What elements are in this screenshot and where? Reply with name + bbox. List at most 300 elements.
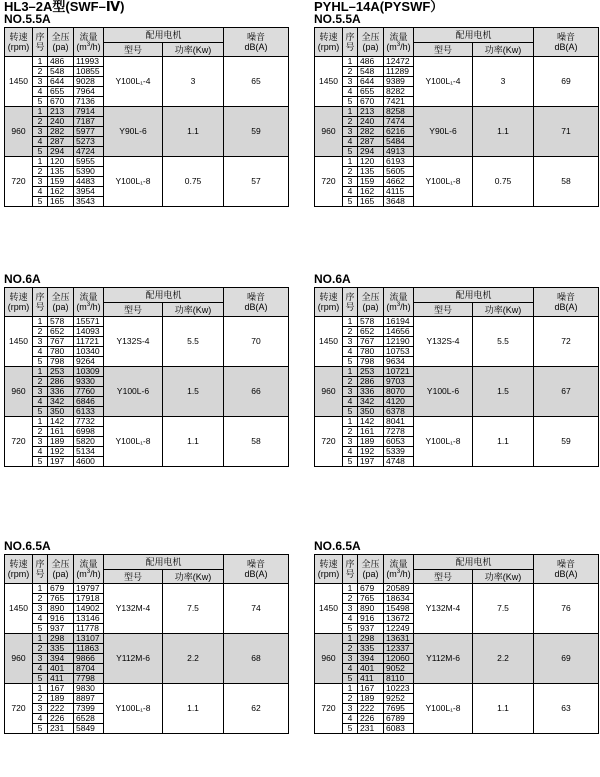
motor-power-cell: 1.1 bbox=[473, 417, 534, 467]
flow-cell: 9052 bbox=[384, 664, 414, 674]
pressure-cell: 670 bbox=[48, 97, 74, 107]
noise-cell: 69 bbox=[534, 57, 599, 107]
number-cell: 3 bbox=[343, 604, 358, 614]
fan-spec-panel-hl3-no6a bbox=[4, 273, 288, 467]
number-cell: 4 bbox=[33, 187, 48, 197]
flow-cell: 9330 bbox=[74, 377, 104, 387]
flow-header-label: 流量 bbox=[79, 32, 98, 42]
flow-unit-suffix: /h) bbox=[90, 302, 101, 312]
pressure-cell: 240 bbox=[358, 117, 384, 127]
motor-model-cell: Y100L₁-8 bbox=[104, 417, 163, 467]
number-cell: 1 bbox=[33, 107, 48, 117]
pressure-cell: 142 bbox=[358, 417, 384, 427]
speed-header-unit: (rpm) bbox=[7, 302, 30, 312]
flow-cell: 11721 bbox=[74, 337, 104, 347]
motor-power-cell: 1.1 bbox=[163, 107, 224, 157]
pressure-cell: 294 bbox=[358, 147, 384, 157]
flow-unit-exponent: 3 bbox=[396, 42, 401, 48]
pressure-cell: 342 bbox=[48, 397, 74, 407]
flow-cell: 8282 bbox=[384, 87, 414, 97]
number-header-bottom: 号 bbox=[345, 302, 355, 312]
flow-header-label: 流量 bbox=[389, 292, 408, 302]
noise-header-label: 噪音 bbox=[557, 292, 576, 302]
number-cell: 4 bbox=[33, 714, 48, 724]
number-cell: 2 bbox=[343, 117, 358, 127]
pressure-header-unit: (pa) bbox=[362, 42, 379, 52]
header-row bbox=[315, 28, 599, 43]
flow-unit-prefix: (m bbox=[76, 42, 87, 52]
number-cell: 4 bbox=[33, 397, 48, 407]
pressure-cell: 394 bbox=[48, 654, 74, 664]
flow-cell: 8704 bbox=[74, 664, 104, 674]
pressure-header bbox=[48, 555, 74, 584]
speed-cell: 960 bbox=[315, 634, 343, 684]
flow-cell: 6378 bbox=[384, 407, 414, 417]
pressure-header bbox=[358, 555, 384, 584]
flow-header-unit bbox=[384, 569, 413, 579]
motor-group-header-label: 配用电机 bbox=[145, 557, 182, 567]
flow-unit-suffix: /h) bbox=[90, 42, 101, 52]
header-row bbox=[5, 28, 289, 43]
number-cell: 5 bbox=[343, 147, 358, 157]
pressure-cell: 226 bbox=[48, 714, 74, 724]
number-cell: 2 bbox=[343, 594, 358, 604]
pressure-cell: 197 bbox=[358, 457, 384, 467]
speed-header-unit: (rpm) bbox=[317, 302, 340, 312]
motor-model-cell: Y112M-6 bbox=[104, 634, 163, 684]
noise-cell: 67 bbox=[534, 367, 599, 417]
number-cell: 2 bbox=[33, 117, 48, 127]
number-cell: 1 bbox=[33, 417, 48, 427]
number-cell: 4 bbox=[343, 664, 358, 674]
speed-cell: 1450 bbox=[315, 57, 343, 107]
table-row bbox=[5, 684, 289, 694]
noise-header-label: 噪音 bbox=[247, 292, 266, 302]
flow-cell: 10753 bbox=[384, 347, 414, 357]
pressure-header-label: 全压 bbox=[51, 559, 70, 569]
noise-header-unit: dB(A) bbox=[244, 42, 268, 52]
speed-cell: 720 bbox=[315, 684, 343, 734]
fan-spec-panel-pyhl-no5-5a bbox=[314, 0, 598, 207]
flow-cell: 7760 bbox=[74, 387, 104, 397]
flow-cell: 5955 bbox=[74, 157, 104, 167]
number-cell: 5 bbox=[33, 457, 48, 467]
noise-cell: 70 bbox=[224, 317, 289, 367]
flow-cell: 6789 bbox=[384, 714, 414, 724]
motor-group-header-label: 配用电机 bbox=[455, 30, 492, 40]
number-header-top: 序 bbox=[35, 32, 45, 42]
motor-model-header bbox=[414, 570, 473, 584]
pressure-cell: 120 bbox=[358, 157, 384, 167]
motor-model-cell: Y100L₁-8 bbox=[104, 684, 163, 734]
number-header-bottom: 号 bbox=[35, 42, 45, 52]
motor-model-header-label: 型号 bbox=[123, 571, 142, 582]
pressure-header-unit: (pa) bbox=[52, 569, 69, 579]
fan-spec-panel-hl3-no6-5a bbox=[4, 540, 288, 734]
flow-cell: 8258 bbox=[384, 107, 414, 117]
flow-cell: 18634 bbox=[384, 594, 414, 604]
flow-cell: 6846 bbox=[74, 397, 104, 407]
pressure-cell: 189 bbox=[48, 437, 74, 447]
flow-header bbox=[74, 288, 104, 317]
pressure-cell: 240 bbox=[48, 117, 74, 127]
flow-header-unit bbox=[74, 302, 103, 312]
motor-power-cell: 0.75 bbox=[163, 157, 224, 207]
number-cell: 2 bbox=[33, 427, 48, 437]
flow-cell: 11778 bbox=[74, 624, 104, 634]
motor-group-header bbox=[414, 288, 534, 303]
motor-model-cell: Y100L-6 bbox=[104, 367, 163, 417]
flow-cell: 20589 bbox=[384, 584, 414, 594]
speed-header-label: 转速 bbox=[319, 292, 338, 302]
table-row bbox=[315, 57, 599, 67]
pressure-cell: 135 bbox=[48, 167, 74, 177]
flow-header bbox=[384, 288, 414, 317]
flow-cell: 10340 bbox=[74, 347, 104, 357]
noise-header bbox=[224, 28, 289, 57]
number-header-bottom: 号 bbox=[35, 302, 45, 312]
number-cell: 4 bbox=[343, 714, 358, 724]
noise-cell: 59 bbox=[534, 417, 599, 467]
number-cell: 5 bbox=[33, 147, 48, 157]
noise-header bbox=[224, 555, 289, 584]
number-cell: 4 bbox=[343, 137, 358, 147]
motor-model-header bbox=[414, 303, 473, 317]
motor-power-cell: 2.2 bbox=[163, 634, 224, 684]
number-header-top: 序 bbox=[345, 292, 355, 302]
number-cell: 3 bbox=[343, 77, 358, 87]
flow-cell: 5820 bbox=[74, 437, 104, 447]
pressure-cell: 937 bbox=[358, 624, 384, 634]
table-row bbox=[315, 317, 599, 327]
flow-cell: 3954 bbox=[74, 187, 104, 197]
number-cell: 4 bbox=[343, 447, 358, 457]
number-cell: 5 bbox=[33, 97, 48, 107]
number-cell: 5 bbox=[343, 457, 358, 467]
speed-header-unit: (rpm) bbox=[317, 42, 340, 52]
flow-unit-prefix: (m bbox=[76, 569, 87, 579]
pressure-header-label: 全压 bbox=[361, 292, 380, 302]
flow-unit-prefix: (m bbox=[386, 569, 397, 579]
flow-cell: 9703 bbox=[384, 377, 414, 387]
performance-table bbox=[4, 27, 289, 207]
speed-cell: 1450 bbox=[5, 584, 33, 634]
speed-cell: 1450 bbox=[5, 57, 33, 107]
number-cell: 5 bbox=[343, 197, 358, 207]
motor-power-header bbox=[163, 570, 224, 584]
speed-cell: 720 bbox=[5, 684, 33, 734]
number-cell: 4 bbox=[343, 397, 358, 407]
number-cell: 2 bbox=[33, 644, 48, 654]
number-cell: 1 bbox=[33, 317, 48, 327]
number-header-top: 序 bbox=[35, 559, 45, 569]
motor-model-cell: Y132S-4 bbox=[414, 317, 473, 367]
number-cell: 5 bbox=[33, 407, 48, 417]
model-number-title: NO.5.5A bbox=[4, 12, 51, 26]
number-header-bottom: 号 bbox=[35, 569, 45, 579]
table-row bbox=[5, 367, 289, 377]
speed-cell: 720 bbox=[315, 417, 343, 467]
motor-power-header-label: 功率(Kw) bbox=[484, 571, 522, 582]
pressure-cell: 644 bbox=[358, 77, 384, 87]
pressure-cell: 350 bbox=[48, 407, 74, 417]
number-header-bottom: 号 bbox=[345, 42, 355, 52]
speed-header-label: 转速 bbox=[319, 32, 338, 42]
pressure-cell: 780 bbox=[358, 347, 384, 357]
flow-unit-prefix: (m bbox=[76, 302, 87, 312]
number-cell: 2 bbox=[343, 327, 358, 337]
motor-power-cell: 1.1 bbox=[163, 417, 224, 467]
pressure-cell: 548 bbox=[358, 67, 384, 77]
motor-model-cell: Y112M-6 bbox=[414, 634, 473, 684]
table-row bbox=[5, 417, 289, 427]
performance-table bbox=[314, 554, 599, 734]
motor-model-cell: Y132S-4 bbox=[104, 317, 163, 367]
flow-header bbox=[384, 555, 414, 584]
table-row bbox=[315, 634, 599, 644]
noise-header-label: 噪音 bbox=[557, 559, 576, 569]
flow-cell: 6193 bbox=[384, 157, 414, 167]
motor-model-header-label: 型号 bbox=[123, 304, 142, 315]
motor-power-header bbox=[163, 43, 224, 57]
flow-cell: 17918 bbox=[74, 594, 104, 604]
pressure-cell: 401 bbox=[48, 664, 74, 674]
number-cell: 3 bbox=[33, 704, 48, 714]
flow-header-unit bbox=[384, 302, 413, 312]
header-row bbox=[5, 288, 289, 303]
pressure-cell: 890 bbox=[48, 604, 74, 614]
flow-cell: 13146 bbox=[74, 614, 104, 624]
number-cell: 1 bbox=[343, 367, 358, 377]
noise-cell: 76 bbox=[534, 584, 599, 634]
noise-cell: 59 bbox=[224, 107, 289, 157]
pressure-cell: 167 bbox=[358, 684, 384, 694]
flow-cell: 9830 bbox=[74, 684, 104, 694]
speed-cell: 720 bbox=[315, 157, 343, 207]
flow-unit-exponent: 3 bbox=[86, 42, 91, 48]
motor-group-header bbox=[414, 28, 534, 43]
flow-cell: 7732 bbox=[74, 417, 104, 427]
flow-unit-prefix: (m bbox=[386, 302, 397, 312]
flow-cell: 7421 bbox=[384, 97, 414, 107]
motor-group-header-label: 配用电机 bbox=[145, 290, 182, 300]
flow-cell: 9634 bbox=[384, 357, 414, 367]
speed-header bbox=[315, 28, 343, 57]
flow-cell: 9389 bbox=[384, 77, 414, 87]
number-cell: 3 bbox=[343, 387, 358, 397]
flow-unit-exponent: 3 bbox=[86, 302, 91, 308]
pressure-cell: 298 bbox=[48, 634, 74, 644]
flow-cell: 9866 bbox=[74, 654, 104, 664]
flow-unit-prefix: (m bbox=[386, 42, 397, 52]
flow-cell: 12190 bbox=[384, 337, 414, 347]
speed-cell: 1450 bbox=[315, 584, 343, 634]
pressure-cell: 336 bbox=[358, 387, 384, 397]
pressure-cell: 350 bbox=[358, 407, 384, 417]
motor-group-header-label: 配用电机 bbox=[145, 30, 182, 40]
motor-model-header bbox=[104, 303, 163, 317]
flow-cell: 15571 bbox=[74, 317, 104, 327]
fan-spec-panel-pyhl-no6-5a bbox=[314, 540, 598, 734]
motor-power-cell: 1.5 bbox=[473, 367, 534, 417]
number-cell: 1 bbox=[33, 634, 48, 644]
noise-header bbox=[534, 28, 599, 57]
flow-cell: 13631 bbox=[384, 634, 414, 644]
flow-cell: 9264 bbox=[74, 357, 104, 367]
flow-unit-suffix: /h) bbox=[90, 569, 101, 579]
motor-model-cell: Y132M-4 bbox=[414, 584, 473, 634]
flow-cell: 5273 bbox=[74, 137, 104, 147]
flow-unit-suffix: /h) bbox=[400, 569, 411, 579]
pressure-cell: 655 bbox=[48, 87, 74, 97]
motor-power-header bbox=[473, 570, 534, 584]
motor-model-cell: Y100L₁-8 bbox=[104, 157, 163, 207]
flow-cell: 9028 bbox=[74, 77, 104, 87]
flow-cell: 16194 bbox=[384, 317, 414, 327]
table-row bbox=[5, 584, 289, 594]
number-cell: 1 bbox=[343, 57, 358, 67]
pressure-cell: 780 bbox=[48, 347, 74, 357]
number-cell: 1 bbox=[343, 684, 358, 694]
motor-power-header bbox=[473, 303, 534, 317]
table-row bbox=[315, 157, 599, 167]
pressure-header-unit: (pa) bbox=[52, 42, 69, 52]
number-cell: 4 bbox=[33, 87, 48, 97]
noise-cell: 66 bbox=[224, 367, 289, 417]
series-title: PYHL–14A(PYSWF） bbox=[314, 0, 444, 14]
motor-model-cell: Y90L-6 bbox=[414, 107, 473, 157]
flow-header-unit bbox=[74, 42, 103, 52]
motor-model-cell: Y100L-6 bbox=[414, 367, 473, 417]
pressure-cell: 578 bbox=[358, 317, 384, 327]
pressure-cell: 401 bbox=[358, 664, 384, 674]
flow-cell: 5849 bbox=[74, 724, 104, 734]
pressure-cell: 253 bbox=[358, 367, 384, 377]
model-number-title: NO.5.5A bbox=[314, 12, 361, 26]
motor-model-header bbox=[104, 43, 163, 57]
noise-header-unit: dB(A) bbox=[554, 42, 578, 52]
model-number-title: NO.6.5A bbox=[4, 539, 51, 553]
pressure-cell: 655 bbox=[358, 87, 384, 97]
flow-cell: 4483 bbox=[74, 177, 104, 187]
number-header-top: 序 bbox=[345, 559, 355, 569]
pressure-cell: 798 bbox=[358, 357, 384, 367]
noise-cell: 71 bbox=[534, 107, 599, 157]
number-cell: 5 bbox=[343, 724, 358, 734]
motor-power-cell: 5.5 bbox=[473, 317, 534, 367]
number-cell: 3 bbox=[33, 337, 48, 347]
motor-model-header-label: 型号 bbox=[433, 44, 452, 55]
speed-header bbox=[5, 555, 33, 584]
motor-power-header bbox=[163, 303, 224, 317]
table-row bbox=[5, 107, 289, 117]
motor-model-cell: Y100L₁-4 bbox=[104, 57, 163, 107]
motor-power-cell: 5.5 bbox=[163, 317, 224, 367]
speed-header-unit: (rpm) bbox=[317, 569, 340, 579]
pressure-cell: 798 bbox=[48, 357, 74, 367]
flow-cell: 7798 bbox=[74, 674, 104, 684]
speed-header-unit: (rpm) bbox=[7, 569, 30, 579]
number-cell: 5 bbox=[343, 97, 358, 107]
flow-cell: 5484 bbox=[384, 137, 414, 147]
noise-cell: 58 bbox=[534, 157, 599, 207]
number-cell: 2 bbox=[33, 694, 48, 704]
motor-model-header-label: 型号 bbox=[433, 304, 452, 315]
pressure-cell: 282 bbox=[358, 127, 384, 137]
motor-group-header bbox=[104, 28, 224, 43]
pressure-header bbox=[358, 28, 384, 57]
flow-cell: 4748 bbox=[384, 457, 414, 467]
pressure-cell: 679 bbox=[48, 584, 74, 594]
flow-cell: 4115 bbox=[384, 187, 414, 197]
number-cell: 4 bbox=[33, 664, 48, 674]
motor-model-cell: Y90L-6 bbox=[104, 107, 163, 157]
pressure-cell: 578 bbox=[48, 317, 74, 327]
speed-cell: 960 bbox=[5, 107, 33, 157]
flow-cell: 11863 bbox=[74, 644, 104, 654]
motor-group-header bbox=[414, 555, 534, 570]
model-number-title: NO.6A bbox=[314, 272, 351, 286]
number-header bbox=[33, 28, 48, 57]
flow-cell: 4600 bbox=[74, 457, 104, 467]
number-cell: 2 bbox=[343, 694, 358, 704]
noise-cell: 62 bbox=[224, 684, 289, 734]
number-cell: 4 bbox=[33, 137, 48, 147]
number-cell: 2 bbox=[33, 594, 48, 604]
flow-cell: 7136 bbox=[74, 97, 104, 107]
pressure-cell: 336 bbox=[48, 387, 74, 397]
pressure-cell: 226 bbox=[358, 714, 384, 724]
pressure-cell: 162 bbox=[358, 187, 384, 197]
flow-cell: 8070 bbox=[384, 387, 414, 397]
flow-cell: 10721 bbox=[384, 367, 414, 377]
number-cell: 3 bbox=[343, 127, 358, 137]
model-number-title: NO.6A bbox=[4, 272, 41, 286]
pressure-cell: 765 bbox=[48, 594, 74, 604]
flow-cell: 7399 bbox=[74, 704, 104, 714]
number-cell: 1 bbox=[33, 57, 48, 67]
flow-cell: 14902 bbox=[74, 604, 104, 614]
motor-power-header-label: 功率(Kw) bbox=[484, 304, 522, 315]
performance-table bbox=[314, 287, 599, 467]
pressure-cell: 213 bbox=[358, 107, 384, 117]
flow-unit-suffix: /h) bbox=[400, 302, 411, 312]
number-cell: 2 bbox=[33, 327, 48, 337]
flow-cell: 10223 bbox=[384, 684, 414, 694]
pressure-cell: 411 bbox=[358, 674, 384, 684]
flow-cell: 5977 bbox=[74, 127, 104, 137]
noise-cell: 57 bbox=[224, 157, 289, 207]
flow-cell: 7695 bbox=[384, 704, 414, 714]
flow-cell: 10309 bbox=[74, 367, 104, 377]
speed-cell: 960 bbox=[315, 367, 343, 417]
pressure-cell: 298 bbox=[358, 634, 384, 644]
flow-header-unit bbox=[384, 42, 413, 52]
motor-model-cell: Y132M-4 bbox=[104, 584, 163, 634]
table-row bbox=[315, 684, 599, 694]
number-cell: 5 bbox=[33, 674, 48, 684]
flow-cell: 14656 bbox=[384, 327, 414, 337]
pressure-cell: 286 bbox=[358, 377, 384, 387]
pressure-header-unit: (pa) bbox=[362, 569, 379, 579]
flow-cell: 12472 bbox=[384, 57, 414, 67]
number-cell: 3 bbox=[33, 437, 48, 447]
pressure-cell: 287 bbox=[358, 137, 384, 147]
number-cell: 5 bbox=[343, 624, 358, 634]
number-cell: 5 bbox=[33, 624, 48, 634]
motor-group-header bbox=[104, 288, 224, 303]
noise-header bbox=[224, 288, 289, 317]
